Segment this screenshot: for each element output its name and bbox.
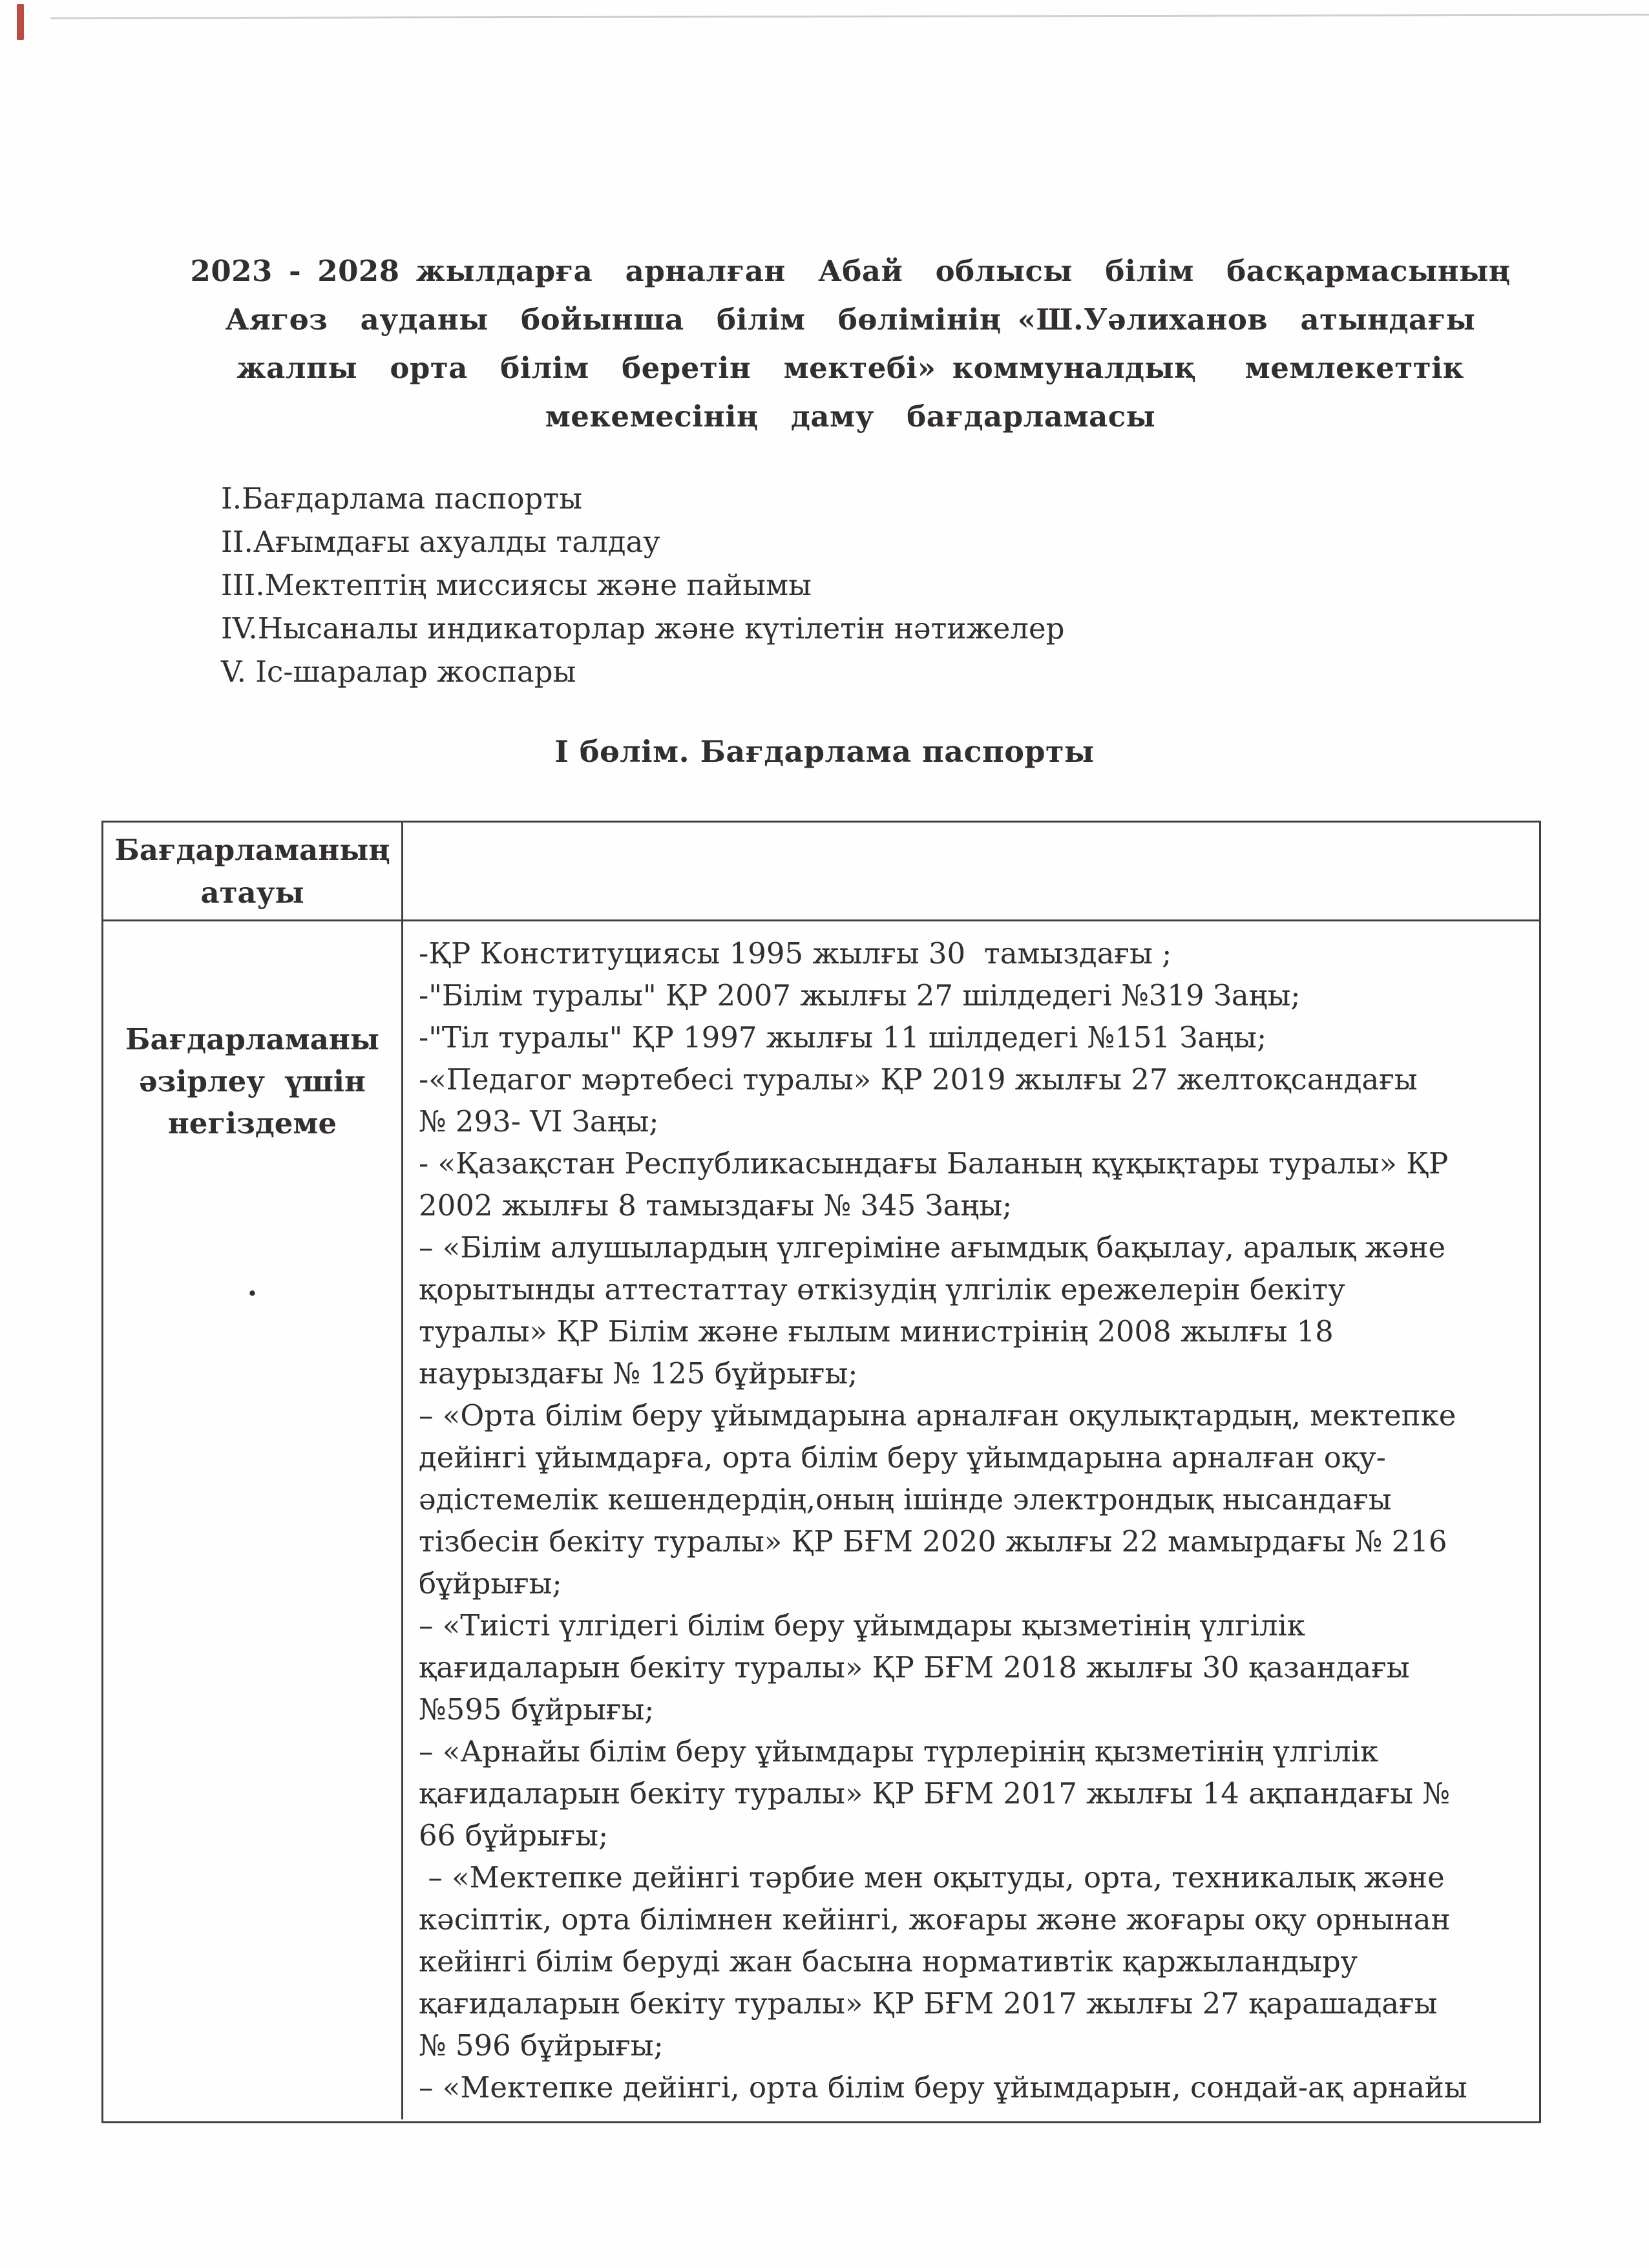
- cell-legal-basis-label: [103, 921, 403, 2119]
- cell-legal-basis-value: -ҚР Конституциясы 1995 жылғы 30 тамыздағы ; -"Білім туралы" ҚР 2007 жылғы 27 шілдедегі №319 Заңы; -"Тіл туралы" ҚР 1997 жылғы 11 шілдедегі №151 Заңы; -«Педагог мәртебесі туралы» ҚР 2019 жылғы 27 желтоқсандағы № 293- VI Заңы; - «Қазақстан Республикасындағы Баланың құқықтары туралы» ҚР 2002 жылғы 8 тамыздағы № 345 Заңы; – «Білім алушылардың үлгеріміне ағымдық бақылау, аралық және қорытынды аттестаттау өткізудің үлгілік ережелерін бекіту туралы» ҚР Білім және ғылым министрінің 2008 жылғы 18 наурыздағы № 125 бұйрығы; – «Орта білім беру ұйымдарына арналған оқулықтардың, мектепке дейінгі ұйымдарға, орта білім беру ұйымдарына арналған оқу- әдістемелік кешендердің,оның ішінде электрондық нысандағы тізбесін бекіту туралы» ҚР БҒМ 2020 жылғы 22 мамырдағы № 216 бұйрығы; – «Тиісті үлгідегі білім беру ұйымдары қызметінің үлгілік қағидаларын бекіту туралы» ҚР БҒМ 2018 жылғы 30 қазандағы №595 бұйрығы; – «Арнайы білім беру ұйымдары түрлерінің қызметінің үлгілік қағидаларын бекіту туралы» ҚР БҒМ 2017 жылғы 14 ақпандағы № 66 бұйрығы; – «Мектепке дейінгі тәрбие мен оқытуды, орта, техникалық және кәсіптік, орта білімнен кейінгі, жоғары және жоғары оқу орнынан кейінгі білім беруді жан басына нормативтік қаржыландыру қағидаларын бекіту туралы» ҚР БҒМ 2017 жылғы 27 қарашадағы № 596 бұйрығы; – «Мектепке дейінгі, орта білім беру ұйымдарын, сондай-ақ арнайы: [419, 936, 1467, 2105]
- toc-item-5: V. Іс-шаралар жоспары: [221, 655, 576, 689]
- red-scan-mark: [17, 4, 24, 40]
- cell-program-name-value: [403, 823, 1539, 919]
- scan-edge-line: [50, 14, 1649, 19]
- legal-basis-label-note: .: [247, 1268, 258, 1303]
- legal-basis-label-text: Бағдарламаны әзірлеу үшін негіздеме: [125, 1022, 379, 1140]
- cell-program-name-label: Бағдарламаның атауы: [103, 823, 403, 919]
- toc-item-3: III.Мектептің миссиясы және пайымы: [221, 568, 812, 602]
- section-heading: I бөлім. Бағдарлама паспорты: [554, 734, 1095, 769]
- toc-item-2: II.Ағымдағы ахуалды талдау: [221, 525, 660, 559]
- toc-item-4: IV.Нысаналы индикаторлар және күтілетін нәтижелер: [221, 611, 1065, 646]
- table-of-contents: [221, 477, 1064, 693]
- passport-table: [101, 821, 1541, 2123]
- document-title: 2023 - 2028 жылдарға арналған Абай облысы білім басқармасының Аягөз ауданы бойынша білім бөлімінің «Ш.Уәлиханов атындағы жалпы орта білім беретін мектебі» коммуналдық мемлекеттік мекемесінің даму бағдарламасы: [190, 254, 1511, 434]
- table-row-program-name: [103, 823, 1539, 921]
- toc-item-1: I.Бағдарлама паспорты: [221, 481, 583, 516]
- table-row-legal-basis: [103, 921, 1539, 2119]
